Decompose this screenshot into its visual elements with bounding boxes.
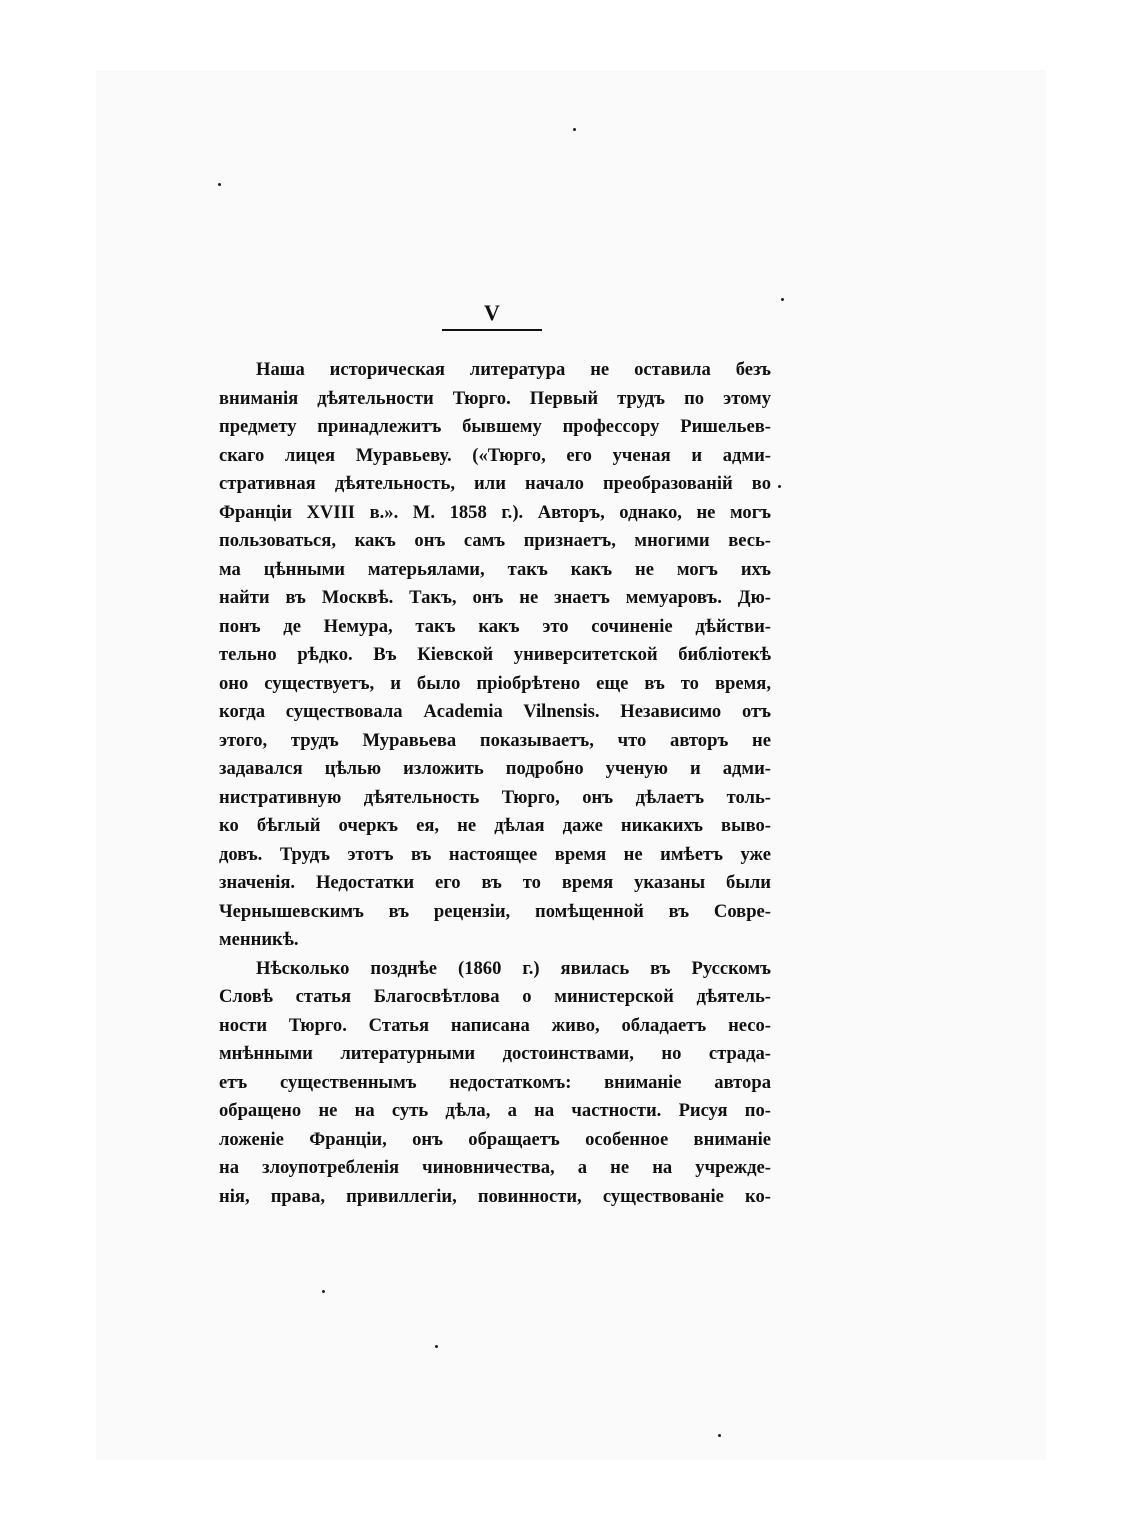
text-line: этого, трудъ Муравьева показываетъ, что авторъ не [219, 729, 771, 751]
text-line: Словѣ статья Благосвѣтлова о министерской дѣятель- [219, 986, 771, 1007]
print-speck [322, 1290, 325, 1293]
text-line: Наша историческая литература не оставила безъ [256, 359, 771, 380]
body-text [219, 356, 771, 1211]
text-line: найти въ Москвѣ. Такъ, онъ не знаетъ мемуаровъ. Дю- [219, 587, 771, 608]
text-line: оно существуетъ, и было пріобрѣтено еще въ то время, [219, 672, 771, 694]
text-line: задавался цѣлью изложить подробно ученую и адми- [219, 758, 771, 779]
print-speck [781, 298, 784, 301]
text-line: скаго лицея Муравьеву. («Тюрго, его ученая и адми- [219, 444, 771, 466]
text-line: предмету принадлежитъ бывшему профессору Ришельев- [219, 416, 771, 437]
header-rule [442, 329, 542, 331]
text-line: понъ де Немура, такъ какъ это сочиненіе дѣйстви- [219, 615, 771, 637]
text-line: етъ существеннымъ недостаткомъ: вниманіе автора [219, 1071, 771, 1093]
text-line: нія, права, привиллегіи, повинности, существованіе ко- [219, 1185, 771, 1207]
text-line: ко бѣглый очеркъ ея, не дѣлая даже никакихъ выво- [219, 815, 771, 836]
text-line: довъ. Трудъ этотъ въ настоящее время не имѣетъ уже [219, 843, 771, 865]
text-line: ложеніе Франціи, онъ обращаетъ особенное вниманіе [219, 1128, 771, 1150]
text-line: Франціи XVIII в.». М. 1858 г.). Авторъ, однако, не могъ [219, 501, 771, 523]
text-line: Нѣсколько позднѣе (1860 г.) явилась въ Русскомъ [256, 957, 771, 979]
print-speck [435, 1345, 438, 1348]
print-speck [573, 128, 576, 131]
text-line: ности Тюрго. Статья написана живо, обладаетъ несо- [219, 1014, 771, 1036]
text-line: пользоваться, какъ онъ самъ признаетъ, многими весь- [219, 530, 771, 551]
print-speck [218, 183, 221, 186]
text-line: менникѣ. [219, 929, 299, 950]
text-line: ма цѣнными матерьялами, такъ какъ не могъ ихъ [219, 558, 771, 580]
text-line: на злоупотребленія чиновничества, а не на учрежде- [219, 1157, 771, 1178]
text-line: мнѣнными литературными достоинствами, но страда- [219, 1043, 771, 1064]
paragraph [219, 955, 771, 1212]
text-line: когда существовала Academia Vilnensis. Независимо отъ [219, 701, 771, 722]
text-line: Чернышевскимъ въ рецензіи, помѣщенной въ Совре- [219, 900, 771, 922]
print-speck [778, 485, 781, 488]
text-line: тельно рѣдко. Въ Кіевской университетской библіотекѣ [219, 644, 771, 665]
text-line: вниманія дѣятельности Тюрго. Первый трудъ по этому [219, 387, 771, 409]
text-line: значенія. Недостатки его въ то время указаны были [219, 872, 771, 893]
text-line: нистративную дѣятельность Тюрго, онъ дѣлаетъ толь- [219, 786, 771, 808]
print-speck [718, 1434, 721, 1437]
page-number: V [484, 300, 500, 325]
paragraph [219, 356, 771, 955]
text-line: стративная дѣятельность, или начало преобразованій во [219, 473, 771, 494]
text-line: обращено не на суть дѣла, а на частности. Рисуя по- [219, 1100, 771, 1121]
